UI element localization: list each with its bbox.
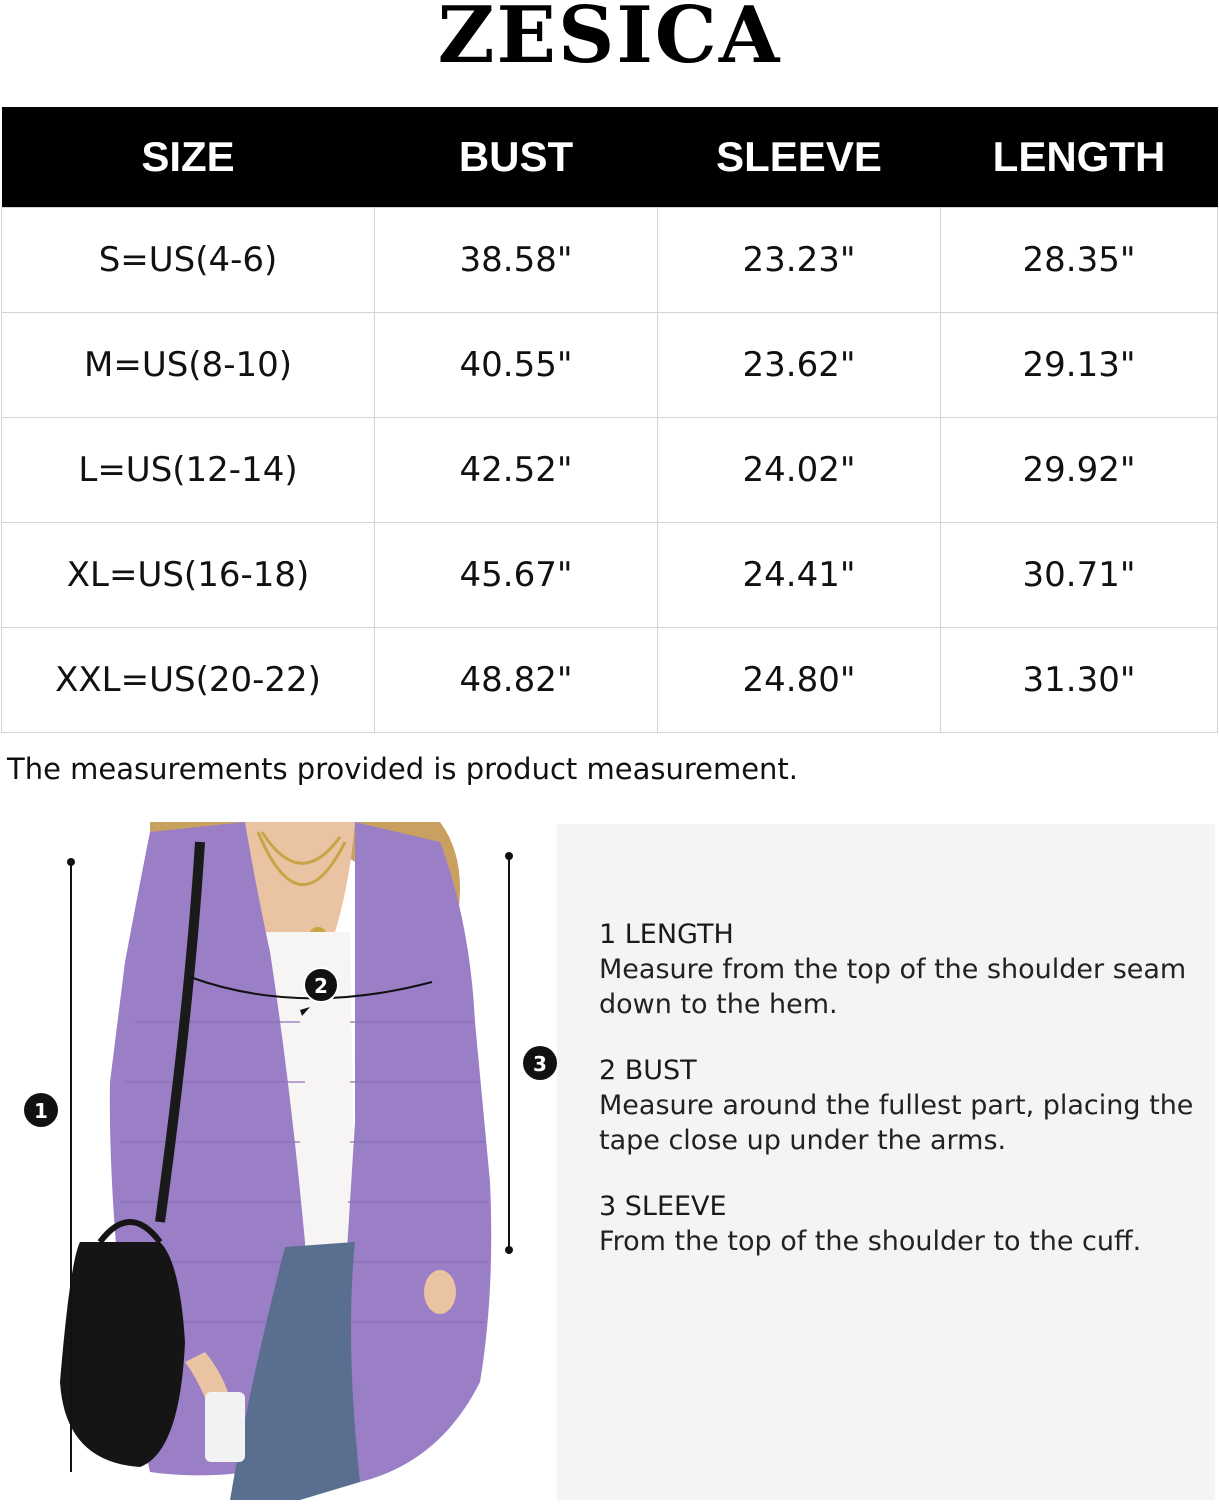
header-bust: BUST xyxy=(375,107,658,208)
guide-sleeve-text: From the top of the shoulder to the cuff. xyxy=(599,1226,1142,1257)
header-length: LENGTH xyxy=(941,107,1218,208)
cell-bust: 40.55" xyxy=(375,313,658,418)
header-size: SIZE xyxy=(2,107,375,208)
svg-text:1: 1 xyxy=(34,1099,48,1123)
guide-length-title: 1 LENGTH xyxy=(599,919,734,950)
cell-sleeve: 23.23" xyxy=(658,208,941,313)
cell-sleeve: 23.62" xyxy=(658,313,941,418)
marker-1 xyxy=(24,1093,58,1127)
marker-2 xyxy=(304,968,338,1002)
header-sleeve: SLEEVE xyxy=(658,107,941,208)
guide-length-text: Measure from the top of the shoulder seam down to the hem. xyxy=(599,954,1187,1020)
table-header-row xyxy=(2,107,1218,208)
brand-logo: ZESICA xyxy=(437,0,782,81)
svg-text:3: 3 xyxy=(533,1052,547,1076)
table-row xyxy=(2,628,1218,733)
marker-3 xyxy=(523,1046,557,1080)
cell-size: S=US(4-6) xyxy=(2,208,375,313)
cell-sleeve: 24.02" xyxy=(658,418,941,523)
table-row xyxy=(2,313,1218,418)
size-chart-table xyxy=(1,107,1218,733)
cardigan-model-illustration xyxy=(0,822,557,1500)
cell-length: 30.71" xyxy=(941,523,1218,628)
cell-length: 29.13" xyxy=(941,313,1218,418)
cell-bust: 42.52" xyxy=(375,418,658,523)
cell-bust: 48.82" xyxy=(375,628,658,733)
guide-sleeve-title: 3 SLEEVE xyxy=(599,1191,727,1222)
guide-bust-text: Measure around the fullest part, placing the tape close up under the arms. xyxy=(599,1090,1194,1156)
guide-bust-title: 2 BUST xyxy=(599,1055,697,1086)
cell-length: 28.35" xyxy=(941,208,1218,313)
table-row xyxy=(2,208,1218,313)
cell-size: XL=US(16-18) xyxy=(2,523,375,628)
cell-bust: 45.67" xyxy=(375,523,658,628)
model-photo xyxy=(0,822,557,1500)
cell-bust: 38.58" xyxy=(375,208,658,313)
table-row xyxy=(2,523,1218,628)
measurement-note: The measurements provided is product measurement. xyxy=(7,752,799,786)
cell-size: M=US(8-10) xyxy=(2,313,375,418)
guide-sleeve xyxy=(599,1190,1199,1259)
cell-length: 29.92" xyxy=(941,418,1218,523)
cell-sleeve: 24.80" xyxy=(658,628,941,733)
guide-bust xyxy=(599,1054,1199,1158)
cell-size: L=US(12-14) xyxy=(2,418,375,523)
svg-text:2: 2 xyxy=(314,974,328,998)
cell-sleeve: 24.41" xyxy=(658,523,941,628)
table-row xyxy=(2,418,1218,523)
guide-length xyxy=(599,918,1199,1022)
cell-size: XXL=US(20-22) xyxy=(2,628,375,733)
measurement-guide-panel xyxy=(557,824,1215,1500)
cell-length: 31.30" xyxy=(941,628,1218,733)
